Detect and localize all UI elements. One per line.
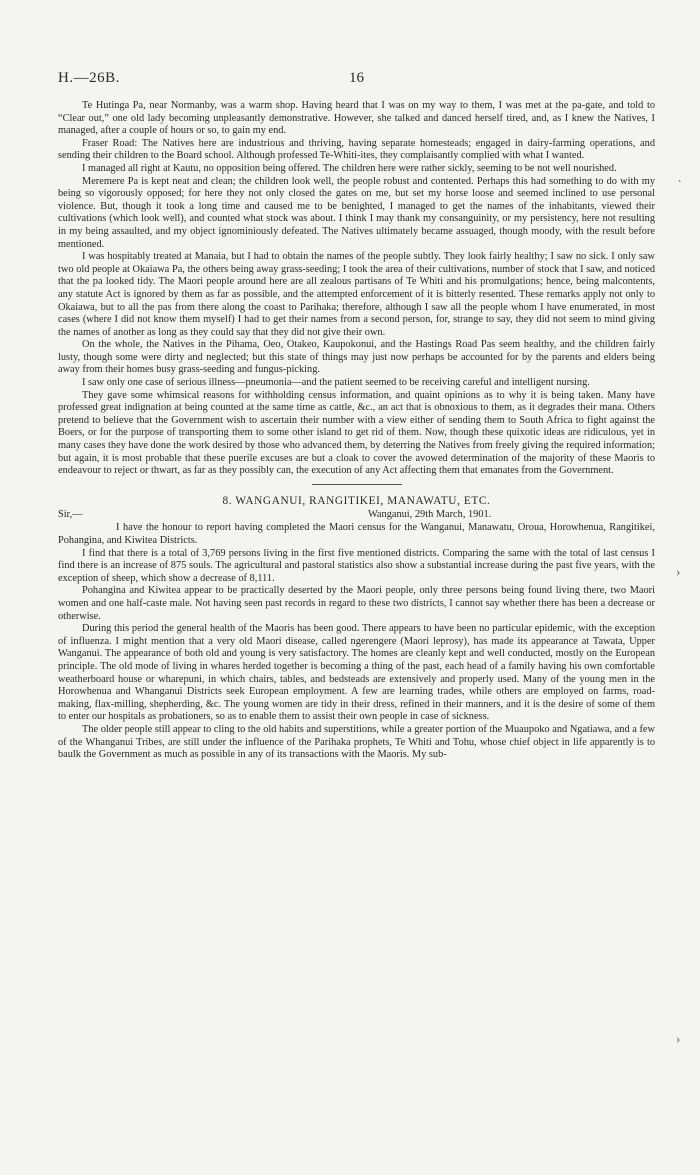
paragraph: During this period the general health of the Maoris has been good. There appears to have been no particular epidemic, with the exception of influenza. I might mention that a very old Maori disease, called ngerengere (Maori leprosy), has made its appearance at Tawata, Upper Wanganui. The appearance of both old and young is very satisfactory. The homes are cleanly kept and well conducted, mostly on the European principle. The old mode of living in whares herded together is becoming a thing of the past, each head of a family having his own comfortable weatherboard house or wharepuni, in which chairs, tables, and bedsteads are extensively and properly used. Many of the young men in the Horowhenua and Whanganui Districts seek European employment. A few are learning trades, while others are employed on farms, road-making, flax-milling, shepherding, &c. The young women are tidy in their dress, refined in their manners, and it is the desire of some of them to enter our hospitals as probationers, so as to enable them to assist their own people in case of sickness. (58, 623, 655, 723)
paragraph: Meremere Pa is kept neat and clean; the children look well, the people robust and contented. Perhaps this had something to do with my being so vigorously opposed; for here they not only closed the gates on me, but set my horse loose and seemed inclined to use personal violence. But, though it took a long time and caused me to be benighted, I managed to get the names of the inhabitants, viewed their cultivations (which look well), and counted what stock was about. I think I may thank my consanguinity, or my persistency, here not resulting in my being assaulted, and my object ignominiously defeated. The Natives ultimately became assuaged, though moody, with the result before mentioned. (58, 175, 655, 250)
paragraph: They gave some whimsical reasons for withholding census information, and quaint opinions as to why it is being taken. Many have professed great indignation at being counted at the same time as cattle, &c., an act that is obnoxious to them, as it degrades their mana. Others pretend to believe that the Government wish to ascertain their number with a view either of sending them to South Africa to fight against the Boers, or for the purpose of transporting them to some other island to get rid of them. Now, though these quixotic ideas are ridiculous, yet in many cases they have done the work desired by those who advanced them, by deterring the Natives from freely giving the required information; but again, it is most probable that these puerile excuses are but a cloak to cover the avowed determination of the majority of these Maoris to endeavour to reject or thwart, as far as they possibly can, the execution of any Act affecting them that emanates from the Government. (58, 389, 655, 477)
paragraph: I managed all right at Kautu, no opposition being offered. The children here were rather sickly, seeming to be not well nourished. (82, 162, 617, 174)
page-number: 16 (349, 70, 364, 86)
document-body (58, 100, 655, 762)
paragraph: Pohangina and Kiwitea appear to be practically deserted by the Maori people, only three persons being found living there, two Maori women and one half-caste male. Not having seen past records in regard to these two districts, I cannot say whether there has been a decrease or otherwise. (58, 585, 655, 622)
section-heading: 8. WANGANUI, RANGITIKEI, MANAWATU, ETC. (222, 494, 491, 507)
letter-date: Wanganui, 29th March, 1901. (368, 509, 492, 521)
page-header (58, 70, 655, 90)
margin-mark-icon: › (676, 1031, 681, 1046)
paragraph: Te Hutinga Pa, near Normanby, was a warm shop. Having heard that I was on my way to them, I was met at the pa-gate, and told to “Clear out,” one old lady becoming unpleasantly demonstrative. However, she talked and danced herself tired, and, as I knew the Natives, I managed, after a couple of hours or so, to gain my end. (58, 100, 655, 137)
paragraph: I saw only one case of serious illness—pneumonia—and the patient seemed to be receiving careful and intelligent nursing. (82, 377, 590, 389)
paragraph: I find that there is a total of 3,769 persons living in the first five mentioned districts. Comparing the same with the total of last census I find there is an increase of 875 souls. The agricultural and pastoral statistics also show a substantial increase during the past five years, with the exception of sheep, which show a decrease of 8,111. (58, 547, 655, 584)
paragraph: I have the honour to report having completed the Maori census for the Wanganui, Manawatu, Oroua, Horowhenua, Rangitikei, Pohangina, and Kiwitea Districts. (58, 522, 655, 546)
margin-mark-icon: › (676, 564, 681, 579)
paragraph: The older people still appear to cling to the old habits and superstitions, while a greater portion of the Muaupoko and Ngatiawa, and a few of the Whanganui Tribes, are still under the influence of the Parihaka prophets, Te Whiti and Tohu, whose chief object in life apparently is to baulk the Government as much as possible in any of its transactions with the Maoris. My sub- (58, 723, 655, 761)
salutation-line (58, 509, 655, 522)
document-reference: H.—26B. (58, 70, 120, 86)
margin-mark-icon: ͺ (678, 167, 683, 182)
section-divider (312, 484, 402, 485)
salutation: Sir,— (58, 509, 83, 521)
paragraph: Fraser Road: The Natives here are industrious and thriving, having separate homesteads; engaged in dairy-farming operations, and sending their children to the Board school. Although professed Te-Whiti-ites, they complaisantly complied with what I wanted. (58, 137, 655, 162)
paragraph: On the whole, the Natives in the Pihama, Oeo, Otakeo, Kaupokonui, and the Hastings Road Pas seem healthy, and the children fairly lusty, though some were dirty and neglected; but this state of things may just now perhaps be accounted for by the parents and elders being away from their homes busy grass-seeding and fungus-picking. (58, 339, 655, 376)
paragraph: I was hospitably treated at Manaia, but I had to obtain the names of the people subtly. They look fairly healthy; I saw no sick. I only saw two old people at Okaiawa Pa, the others being away grass-seeding; I took the area of their cultivations, number of stock that I saw, and noticed that the pa looked tidy. The Maori people around here are all zealous partisans of Te Whiti and his promulgations; hence, being malcontents, any statute Act is ignored by them as far as possible, and the attempted enforcement of it is bitterly resented. These remarks apply not only to Okaiawa, but to all the pas from there along the coast to Parihaka; therefore, although I saw all the people whom I have enumerated, in most cases (where I did not know them myself) I had to get their names from a second person, for, strange to say, they did not seem to mind giving the names of another as long as they could say that they did not give their own. (58, 251, 655, 338)
